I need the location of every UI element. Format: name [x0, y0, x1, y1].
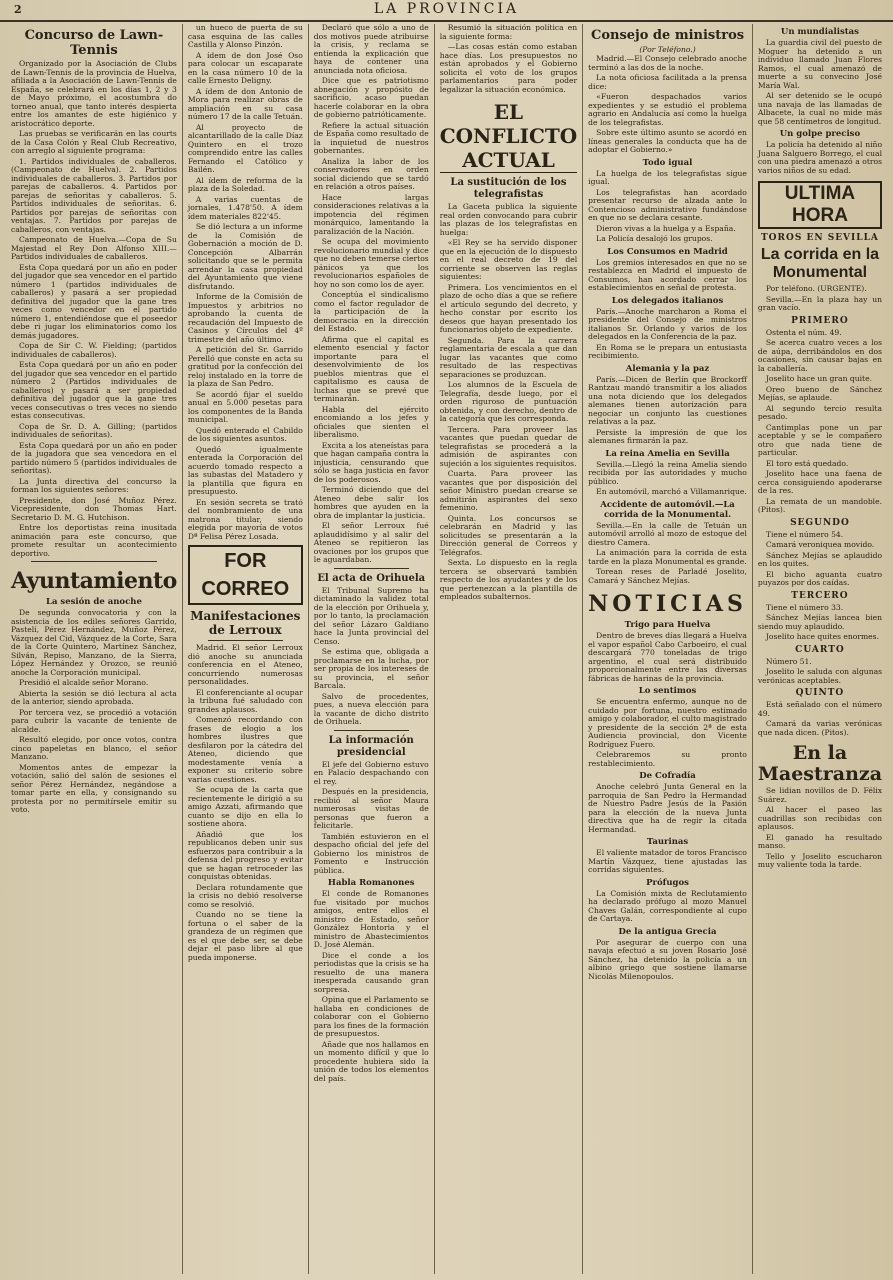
article-paragraph: Joselito hace una faena de cerca consiguiendo apoderarse de la res.	[757, 469, 883, 495]
newspaper-title: LA PROVINCIA	[373, 1, 520, 17]
article-paragraph: Se acerca cuatro veces a los de aúpa, derribándolos en dos ocasiones, sin causar bajas en la caballería.	[757, 338, 883, 373]
article-paragraph: Abierta la sesión se dió lectura al acta de la anterior, siendo aprobada.	[11, 688, 177, 706]
article-paragraph: La Comisión mixta de Reclutamiento ha declarado prófugo al mozo Manuel Chaves Galán, correspondiente al cupo de Cartaya.	[588, 888, 747, 923]
profugos-title: Prófugos	[646, 877, 689, 888]
article-paragraph: La Policía desalojó los grupos.	[596, 234, 713, 243]
article-paragraph: Añade que nos hallamos en un momento difícil y que lo procedente hubiera sido la unión de todos los elementos del país.	[313, 1039, 429, 1083]
column-3	[309, 24, 435, 1274]
article-paragraph: En Roma se le prepara un entusiasta recibimiento.	[588, 342, 747, 360]
columns	[6, 24, 887, 1274]
article-paragraph: Al hacer el paseo las cuadrillas son recibidas con aplausos.	[757, 805, 883, 831]
cofradia-title: De Cofradía	[639, 771, 696, 781]
article-paragraph: Esta Copa quedará por un año en poder del jugador que sea vencedor en el partido número 2 (Partidos individuales de caballeros) y pasará a ser propiedad definitiva del jugador que la gane tres veces consecutivas o tres veces no siendo estas consecutivas.	[11, 360, 177, 420]
article-paragraph: El señor Lerroux fué aplaudidísimo y al salir del Ateneo se repitieron las ovaciones por los grupos que le aguardaban.	[313, 521, 429, 564]
article-paragraph: Sobre este último asunto se acordó en líneas generales la conducta que ha de adoptar el Gobierno.»	[588, 128, 747, 154]
article-paragraph: Terminó diciendo que del Ateneo debe salir los hombres que ayuden en la obra de implantar la justicia.	[313, 485, 429, 520]
article-paragraph: Excita a los ateneístas para que hagan campaña contra la injusticia, censurando que sólo se haga justicia en favor de los poderosos.	[313, 440, 429, 484]
article-paragraph: Se ocupa del movimiento revolucionario mundial y dice que no deben temerse ciertos pánicos ya que los revolucionarios españoles de hoy no son como los de ayer.	[313, 237, 429, 289]
maestranza-title: En la Maestranza	[757, 742, 883, 785]
ayuntamiento-title: Ayuntamiento	[11, 568, 177, 594]
article-paragraph: Sánchez Mejías se aplaudido en los quites.	[757, 550, 883, 568]
article-paragraph: Segunda. Para la carrera reglamentaria de escala a que dan lugar las vacantes que como resultado de las respectivas separaciones se produzcan.	[439, 335, 578, 379]
cuarto-label: CUARTO	[795, 644, 845, 655]
article-paragraph: La nota oficiosa facilitada a la prensa dice:	[588, 73, 747, 91]
article-paragraph: Se ocupa de la carta que recientemente le dirigió a su amigo Azzati, afirmando que cuanto se dijo en ella lo sostiene ahora.	[187, 785, 303, 828]
article-paragraph: Organizado por la Asociación de Clubs de Lawn-Tennis de la provincia de Huelva, afiliada a la Asociación de Lawn-Tennis de España, se celebrará en los días 1, 2 y 3 de Mayo próximo, el acostumbra do torneo anual, que tanto interés despierta entre los amantes de este higiénico y aristocrático deporte.	[11, 59, 177, 128]
article-paragraph: Añadió que los republicanos deben unir sus esfuerzos para contribuir a la defensa del progreso y evitar que se hagan retroceder las conquistas obtenidas.	[187, 829, 303, 881]
article-paragraph: Entre los deportistas reina inusitada animación para este concurso, que promete resultar un acontecimiento deportivo.	[11, 523, 177, 558]
todo-igual-title: Todo igual	[642, 157, 693, 168]
divider	[334, 730, 409, 731]
column-4	[435, 24, 583, 1274]
article-paragraph: Los alumnos de la Escuela de Telegrafía, desde luego, por el orden riguroso de puntuación obtenida, y con derecho, dentro de la categoría que les corresponda.	[439, 380, 578, 423]
article-paragraph: Opina que el Parlamento se hallaba en condiciones de colaborar con el Gobierno para los fines de la formación de presupuestos.	[313, 995, 429, 1038]
article-paragraph: Camará da varias verónicas que nada dicen. (Pitos).	[757, 719, 883, 737]
divider	[334, 568, 409, 569]
page-number: 2	[14, 3, 22, 16]
article-paragraph: Sevilla.—En la calle de Tetuán un automóvil arrolló al mozo de estoque del diestro Camera.	[588, 520, 747, 547]
article-paragraph: Conceptúa el sindicalismo como el factor regulador de la participación de la democracia en la dirección del Estado.	[313, 290, 429, 333]
article-paragraph: Cuando no se tiene la fortuna o el saber de la grandeza de un régimen que es el que debe ser, se debe dejar el paso libre al que pueda imponerse.	[187, 910, 303, 962]
article-paragraph: Número 51.	[765, 656, 812, 666]
article-paragraph: A petición del Sr. Garrido Perelló que conste en acta su gratitud por la confección del reloj instalado en la torre de la plaza de San Pedro.	[187, 345, 303, 388]
article-paragraph: El jefe del Gobierno estuvo en Palacio despachando con el rey.	[313, 759, 429, 786]
article-paragraph: Joselito hace un gran quite.	[765, 374, 873, 383]
article-paragraph: París.—Anoche marcharon a Roma el presidente del Consejo de ministros italianos Sr. Orlando y varios de los delegados en la Conferencia de la paz.	[588, 306, 747, 341]
conflicto-actual-heading: EL CONFLICTO ACTUAL	[439, 100, 578, 172]
article-paragraph: Esta Copa quedará por un año en poder del jugador que sea vencedor en el partido número 1 (partidos individuales de caballeros) y pasará a ser propiedad definitiva del jugador que la gane tres veces como vencedor en el partido número 1, entendiéndose que el poseedor debe ri jugar los eliminatorios como los demás jugadores.	[11, 262, 177, 340]
article-paragraph: Por teléfono. (URGENTE).	[765, 284, 867, 293]
page-header	[0, 0, 893, 22]
article-paragraph: En automóvil, marchó a Villamanrique.	[596, 487, 747, 496]
tercero-label: TERCERO	[791, 590, 849, 601]
segundo-label: SEGUNDO	[790, 517, 850, 528]
article-paragraph: La Junta directiva del concurso la forman los siguientes señores:	[11, 476, 177, 494]
article-paragraph: Presidió el alcalde señor Morano.	[19, 678, 149, 687]
consejo-title: Consejo de ministros	[590, 28, 745, 43]
article-paragraph: Quedó igualmente enterada la Corporación del acuerdo tomado respecto a las subastas del Matadero y la plantilla que figura en presupuesto.	[187, 444, 303, 496]
article-paragraph: Madrid.—El Consejo celebrado anoche terminó a las dos de la noche.	[588, 54, 747, 72]
divider	[31, 561, 157, 562]
article-paragraph: Se lidian novillos de D. Félix Suárez.	[757, 786, 883, 804]
article-paragraph: Informe de la Comisión de Impuestos y arbitrios no aprobando la cuenta de recaudación del Impuesto de Casinos y Círculos del 4º trimestre del año último.	[187, 292, 303, 344]
article-paragraph: Resultó elegido, por once votos, contra cinco papeletas en blanco, el señor Manzano.	[11, 735, 177, 761]
article-paragraph: Por tercera vez, se procedió a votación para cubrir la vacante de teniente de alcalde.	[11, 707, 177, 734]
article-paragraph: Tiene el número 54.	[765, 529, 844, 539]
article-paragraph: La guardia civil del puesto de Moguer ha detenido a un individuo llamado Juan Flores Ramos, el cual amenazó de muerte a su convecino José María Wal.	[757, 38, 883, 90]
article-paragraph: Quedó enterado el Cabildo de los siguientes asuntos.	[187, 425, 303, 443]
article-paragraph: La remata de un mandoble. (Pitos).	[757, 496, 883, 514]
article-paragraph: Hace largas consideraciones relativas a la impotencia del régimen monárquico, lamentando la paralización de la Nación.	[313, 192, 429, 236]
trigo-title: Trigo para Huelva	[624, 620, 711, 630]
orihuela-title: El acta de Orihuela	[317, 572, 426, 584]
telegrafistas-title: La sustitución de los telegrafistas	[450, 177, 567, 200]
golpe-title: Un golpe preciso	[779, 129, 861, 139]
ayuntamiento-subtitle: La sesión de anoche	[45, 597, 142, 607]
article-paragraph: Ostenta el núm. 49.	[765, 327, 842, 337]
article-paragraph: París.—Dicen de Berlín que Brockorff Rantzau mandó transmitir a los aliados una nota diciendo que los delegados alemanes tienen autorización para negociar un conjunto las cuestiones relativas a la paz.	[588, 374, 747, 426]
article-paragraph: La policía ha detenido al niño Juana Salguero Borrego, el cual con una piedra amenazó a otros varios niños de su edad.	[757, 140, 883, 175]
article-paragraph: El ganado ha resultado manso.	[757, 832, 883, 850]
article-paragraph: Se acordó fijar el sueldo anual en 5.000 pesetas para los componentes de la Banda municipal.	[187, 389, 303, 424]
article-paragraph: Comenzó recordando con frases de elogio a los hombres ilustres que desfilaron por la cátedra del Ateneo, diciendo que modestamente venía a exponer su criterio sobre varias cuestiones.	[187, 715, 303, 784]
article-paragraph: Después en la presidencia, recibió al señor Maura numerosas visitas de personas que fueron a felicitarle.	[313, 787, 429, 830]
primero-label: PRIMERO	[791, 315, 849, 326]
article-paragraph: Se estima que, obligada a proclamarse en la lucha, por ser propia de los intereses de su provincia, el señor Barcala.	[313, 647, 429, 690]
column-1	[6, 24, 183, 1274]
article-paragraph: Dentro de breves días llegará a Huelva el vapor español Cabo Carboeiro, el cual descargará 770 toneladas de trigo argentino, el cual será distribuido proporcionalmente entre las diversas fábricas de harinas de la provincia.	[588, 631, 747, 683]
column-6	[753, 24, 887, 1274]
article-paragraph: Declara rotundamente que la crisis no debió resolverse como se resolvió.	[187, 882, 303, 909]
article-paragraph: Celebraremos su pronto restablecimiento.	[588, 750, 747, 768]
article-paragraph: Afirma que el capital es elemento esencial y factor importante para el desenvolvimiento de los pueblos mientras que el capitalismo es causa de luchas que se prevé que terminarán.	[313, 334, 429, 403]
toros-sevilla-title: TOROS EN SEVILLA	[760, 233, 879, 243]
article-paragraph: Dice que es patriotismo abnegación y propósito de sacrificio, acaso puedan hacerle colaborar en la obra de gobierno patrióticamente.	[313, 76, 429, 119]
lerroux-title: Manifestaciones de Lerroux	[190, 609, 301, 637]
corrida-title: La corrida en la Monumental	[760, 246, 880, 281]
article-paragraph: Los gremios interesados en que no se restablezca en Madrid el impuesto de Consumos, han acordado cerrar los establecimientos en señal de protesta.	[588, 257, 747, 292]
article-paragraph: Tiene el número 33.	[765, 602, 844, 612]
article-paragraph: Oreo bueno de Sánchez Mejías, se aplaude.	[757, 384, 883, 402]
article-paragraph: Dice el conde a los periodistas que la crisis se ha resuelto de una manera inesperada causando gran sorpresa.	[313, 950, 429, 994]
article-paragraph: El valiente matador de toros Francisco Martín Vázquez, tiene ajustadas las corridas siguientes.	[588, 848, 747, 874]
mundialistas-title: Un mundialistas	[780, 27, 859, 37]
article-paragraph: A ídem de don José Oso para colocar un escaparate en la casa número 10 de la calle Ernesto Deligny.	[187, 50, 303, 85]
article-paragraph: A varias cuentas de jornales, 1.478'50. A ídem ídem materiales 822'45.	[187, 194, 303, 221]
article-paragraph: Al proyecto de alcantarillado de la calle Díaz Quintero en el trozo comprendido entre las calles Fernando el Católico y Bailén.	[187, 122, 303, 174]
article-paragraph: Analiza la labor de los conservadores en orden social diciendo que se tardó en relación a otros países.	[313, 156, 429, 191]
article-paragraph: Sánchez Mejías lancea bien siendo muy aplaudido.	[757, 613, 883, 631]
article-paragraph: Torean reses de Parladé Joselito, Camará y Sánchez Mejías.	[588, 567, 747, 585]
article-paragraph: Persiste la impresión de que los alemanes firmarán la paz.	[588, 427, 747, 445]
article-paragraph: El bicho aguanta cuatro puyazos por dos caídas.	[757, 569, 883, 587]
accidente-title: Accidente de automóvil.—La corrida de la Monumental.	[600, 499, 735, 520]
article-paragraph: «El Rey se ha servido disponer que en la ejecución de lo dispuesto en el real decreto de 19 del corriente se observen las reglas siguientes:	[439, 238, 578, 281]
article-paragraph: A ídem de don Antonio de Mora para realizar obras de ampliación en su casa número 17 de la calle Tetuán.	[187, 86, 303, 121]
article-paragraph: La animación para la corrida de esta tarde en la plaza Monumental es grande.	[588, 548, 747, 566]
article-paragraph: Sexta. Lo dispuesto en la regla tercera se observará también respecto de los ayudantes y de los que pertenezcan a la plantilla de empleados subalternos.	[439, 558, 578, 601]
consumos-title: Los Consumos en Madrid	[607, 246, 728, 257]
article-paragraph: Tello y Joselito escucharon muy valiente toda la tarde.	[757, 851, 883, 869]
article-paragraph: Los telegrafistas han acordado presentar recurso de alzada ante lo Contencioso administrativo fundándose en que no se declara cesante.	[588, 187, 747, 222]
article-paragraph: Joselito hace quites enormes.	[765, 632, 879, 641]
article-paragraph: Al segundo tercio resulta pesado.	[757, 403, 883, 421]
romanones-title: Habla Romanones	[327, 878, 415, 888]
article-paragraph: Cuarta. Para proveer las vacantes que por disposición del señor Ministro puedan crearse se admitirán aspirantes del sexo femenino.	[439, 469, 578, 512]
article-paragraph: Joselito le saluda con algunas verónicas aceptables.	[757, 667, 883, 685]
ultima-hora-heading: ULTIMA HORA	[758, 181, 882, 229]
info-presidencial-title: La información presidencial	[328, 734, 414, 758]
article-paragraph: Camará veroniquea movido.	[765, 540, 875, 549]
article-paragraph: —Las cosas están como estaban hace días. Los presupuestos no están aprobados y el Gobierno solicita el voto de los grupos parlamentarios para poder legalizar la situación económica.	[439, 42, 578, 94]
article-paragraph: Al ídem de reforma de la plaza de la Soledad.	[187, 175, 303, 193]
article-paragraph: También estuvieron en el despacho oficial del jefe del Gobierno los ministros de Fomento e Instrucción pública.	[313, 831, 429, 875]
byline: (Por Teléfono.)	[639, 45, 696, 54]
for-correo-heading: FOR CORREO	[188, 545, 303, 605]
article-paragraph: Campeonato de Huelva.—Copa de Su Majestad el Rey Don Alfonso XIII.—Partidos individuales de caballeros.	[11, 235, 177, 261]
delegados-title: Los delegados italianos	[611, 295, 724, 306]
article-paragraph: Sevilla.—Llegó la reina Amelia siendo recibida por las autoridades y mucho público.	[588, 459, 747, 486]
article-paragraph: Al ser detenido se le ocupó una navaja de las llamadas de Albacete, la cual no mide más que 58 centímetros de longitud.	[757, 91, 883, 126]
article-paragraph: Primera. Los vencimientos en el plazo de ocho días a que se refiere el artículo segundo del decreto, y hecho constar por escrito los deseos que hayan presentado los funcionarios objeto de expediente.	[439, 282, 578, 334]
article-paragraph: El Tribunal Supremo ha dictaminado la validez total de la elección por Orihuela y, por lo tanto, la proclamación del señor Lázaro Galdiano hace la Junta provincial del Censo.	[313, 585, 429, 646]
article-paragraph: Copa de Sir C. W. Fielding; (partidos individuales de caballeros).	[11, 341, 177, 359]
article-paragraph: Está señalado con el número 49.	[757, 700, 883, 718]
article-paragraph: El conferenciante al ocupar la tribuna fué saludado con grandes aplausos.	[187, 687, 303, 714]
article-paragraph: Habla del ejército encomiando a los jefes y oficiales que sienten el liberalismo.	[313, 404, 429, 439]
article-paragraph: Resumió la situación política en la siguiente forma:	[439, 23, 578, 41]
taurinas-title: Taurinas	[646, 837, 689, 847]
article-paragraph: «Fueron despachados varios expedientes y se estudió el problema agrario en Andalucía así como la huelga de los telegrafistas.	[588, 92, 747, 127]
article-paragraph: Cantimplas pone un par aceptable y se le compañero otro que nada tiene de particular.	[757, 422, 883, 457]
article-paragraph: Momentos antes de empezar la votación, salió del salón de sesiones el señor Pérez Hernández, negándose a tomar parte en ella, y consignando su protesta por no permitírsele emitir su voto.	[11, 762, 177, 814]
article-paragraph: Tercera. Para proveer las vacantes que puedan quedar de telegrafistas se procederá a la admisión de aspirantes con sujeción a los siguientes requisitos.	[439, 424, 578, 468]
article-paragraph: En sesión secreta se trató del nombramiento de una matrona titular, siendo elegida por mayoría de votos Dª Felisa Pérez Losada.	[187, 497, 303, 541]
article-paragraph: Sevilla.—En la plaza hay un gran vacío.	[757, 294, 883, 312]
divider	[208, 640, 283, 641]
article-paragraph: Se dió lectura a un informe de la Comisión de Gobernación a moción de D. Concepción Albarrán solicitando que se le permita arrendar la casa propiedad del Ayuntamiento que viene disfrutando.	[187, 222, 303, 291]
article-paragraph: Se encuentra enfermo, aunque no de cuidado por fortuna, nuestro estimado amigo y colaborador, el culto magistrado y presidente de la sección 2ª de esta Audiencia provincial, don Vicente Rodríguez Fuero.	[588, 697, 747, 749]
column-2	[183, 24, 309, 1274]
article-paragraph: Esta Copa quedará por un año en poder de la jugadora que sea vencedora en el partido número 5 (partidos individuales de señoritas).	[11, 440, 177, 475]
article-paragraph: El conde de Romanones fue visitado por muchos amigos, entre ellos el ministro de Estado, señor González Hontoria y el ministro de Abastecimientos D. José Alemán.	[313, 889, 429, 949]
column-5	[583, 24, 753, 1274]
sentimos-title: Lo sentimos	[638, 686, 697, 696]
article-paragraph: Quinta. Los concursos se celebrarán en Madrid y las solicitudes se presentarán a la Dirección general de Correos y Telégrafos.	[439, 513, 578, 557]
article-paragraph: La Gaceta publica la siguiente real orden convocando para cubrir las plazas de los telegrafistas en huelga:	[439, 202, 578, 237]
article-paragraph: Salvo de procedentes, pues, a nueva elección para la vacante de dicho distrito de Orihuela.	[313, 691, 429, 726]
article-paragraph: Declaró que sólo a uno de dos motivos puede atribuirse la crisis, y reclama se entienda la explicación que haya de contener una anunciada nota oficiosa.	[313, 23, 429, 75]
article-paragraph: 1. Partidos individuales de caballeros. (Campeonato de Huelva). 2. Partidos individuales de caballeros. 3. Partidos por parejas de caballeros. 4. Partidos por parejas de señoritas y caballeros. 5. Partidos individuales de señoritas. 6. Partidos por parejas de señoritas con ventajas. 7. Partidos por parejas de caballeros, con ventajas.	[11, 156, 177, 234]
article-paragraph: De segunda convocatoria y con la asistencia de los ediles señores Garrido, Pastelí, Pérez Hernández, Muñoz Pérez, Vázquez del Cid, Vázquez de la Corte, Sara de la Corte Quintero, Martínez Sánchez, Silván, Repiso, Manzano, de la Sierra, López Hernández y Orozco, se reunió anoche la Corporación municipal.	[11, 608, 177, 677]
article-paragraph: Dieron vivas a la huelga y a España.	[596, 223, 736, 233]
lawn-tennis-title: Concurso de Lawn-Tennis	[24, 28, 164, 58]
alemania-title: Alemania y la paz	[625, 363, 710, 374]
article-paragraph: Refiere la actual situación de España como resultado de la inquietud de nuestros gobernantes.	[313, 120, 429, 155]
article-paragraph: Madrid. El señor Lerroux dió anoche su anunciada conferencia en el Ateneo, concurriendo numerosas personalidades.	[187, 643, 303, 686]
article-paragraph: un hueco de puerta de su casa esquina de las calles Castilla y Alonso Pinzón.	[187, 23, 303, 49]
article-paragraph: Copa de Sr. D. A. Gilling; (partidos individuales de señoritas).	[11, 421, 177, 439]
article-paragraph: La huelga de los telegrafistas sigue igual.	[588, 168, 747, 186]
reina-amelia-title: La reina Amelia en Sevilla	[605, 448, 730, 459]
article-paragraph: Anoche celebró Junta General en la parroquia de San Pedro la Hermandad de Nuestro Padre Jesús de la Pasión para la elección de la nueva Junta directiva que ha de regir la citada Hermandad.	[588, 782, 747, 834]
article-paragraph: Presidente, don José Muñoz Pérez. Vicepresidente, don Thomas Hart. Secretario D. M. G. Hutchison.	[11, 495, 177, 522]
grecia-title: De la antigua Grecia	[618, 926, 717, 937]
article-paragraph: Por asegurar de cuerpo con una navaja efectuó a su joven Rosario José Sánchez, ha detenido la policía a un albino griego que sostiene llamarse Nicolás Milenopoulos.	[588, 937, 747, 981]
article-paragraph: El toro está quedado.	[765, 458, 849, 468]
article-paragraph: Las pruebas se verificarán en las courts de la Casa Colón y Real Club Recreativo, con arreglo al siguiente programa:	[11, 129, 177, 155]
noticias-heading: NOTICIAS	[588, 591, 747, 617]
quinto-label: QUINTO	[795, 688, 845, 698]
